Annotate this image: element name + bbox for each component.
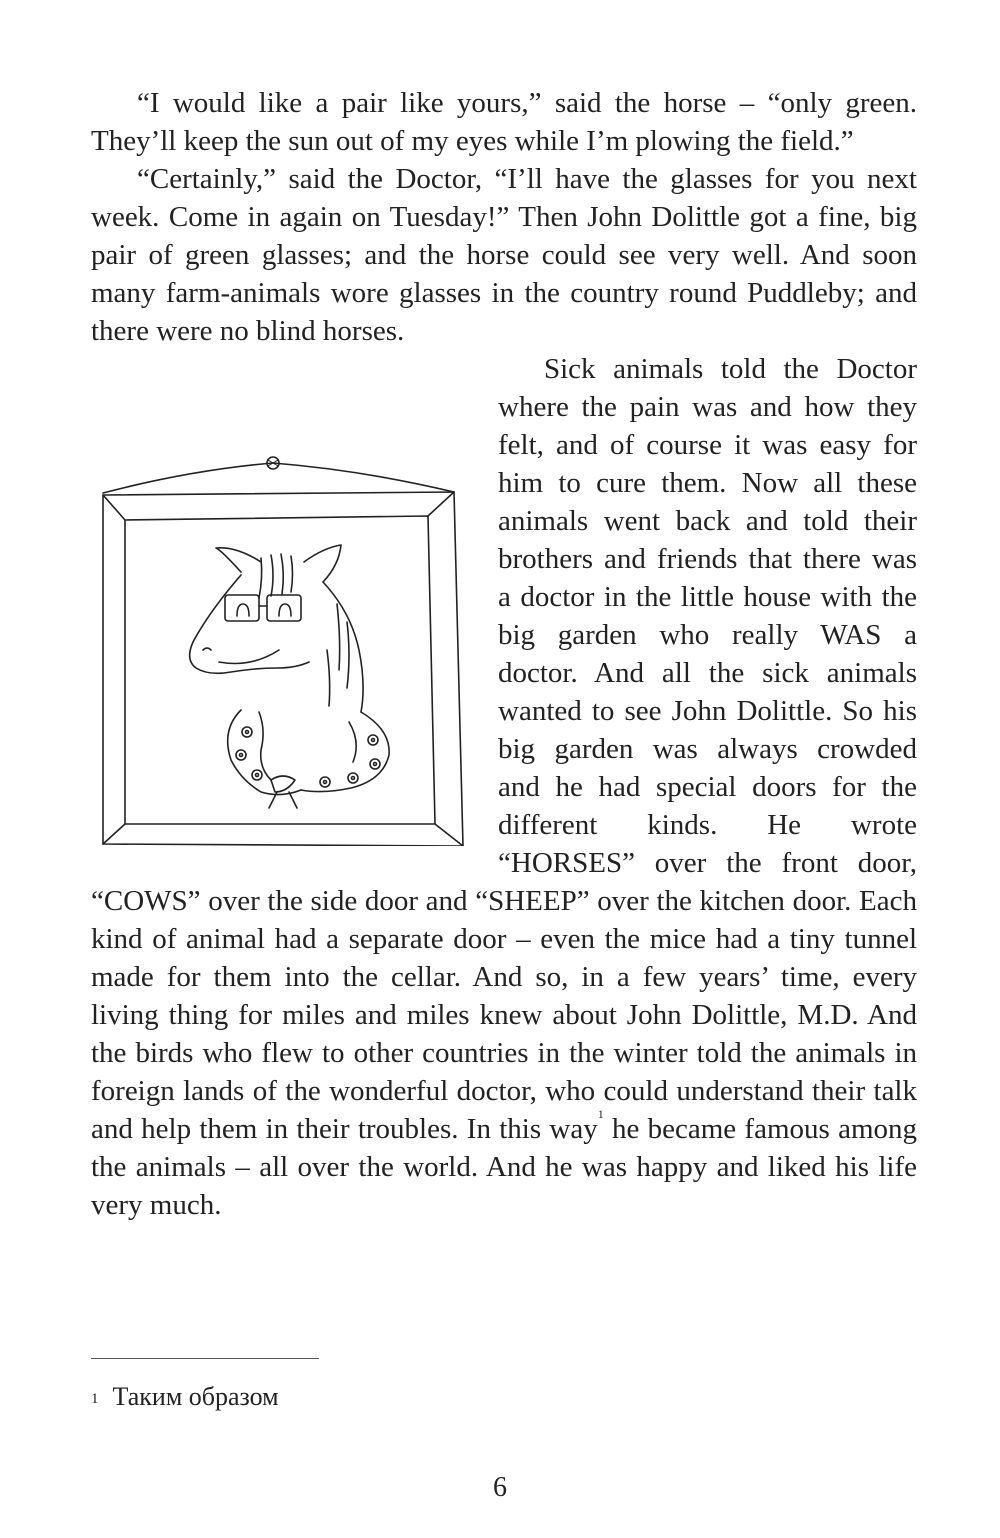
footnote — [91, 1380, 279, 1414]
picture-frame-inner — [125, 516, 435, 824]
page-body — [91, 84, 917, 1224]
scarf-flowers — [236, 727, 380, 787]
footnote-reference[interactable]: 1 — [597, 1107, 604, 1121]
picture-frame-outer — [103, 492, 463, 846]
horse-portrait-drawing — [91, 350, 486, 846]
flowered-scarf — [228, 710, 301, 795]
horse-portrait-illustration — [91, 350, 486, 846]
footnote-text: Таким образом — [112, 1382, 279, 1411]
horse-right-ear — [304, 545, 341, 582]
footnote-mark: 1 — [91, 1391, 99, 1407]
scarf-knot — [271, 776, 295, 792]
horse-left-ear — [216, 548, 261, 572]
paragraph-doctor-reply — [91, 160, 917, 350]
footnote-divider — [91, 1358, 319, 1359]
glasses-right-lens — [267, 595, 301, 621]
paragraph-doctor-reply-text: “Certainly,” said the Doctor, “I’ll have the glasses for you next week. Come in again on Tuesday!” Then John Dolittle got a fine, big pair of green glasses; and the horse could see very well. And soon many farm-animals wore glasses in the country round Puddleby; and there were no blind horses. — [91, 163, 917, 347]
hanging-cord — [103, 463, 454, 493]
paragraph-animals-fame-text: Sick animals told the Doctor where the pain was and how they felt, and of course it was easy for him to cure them. Now all these animals went back and told their brothers and friends that there was a doctor in the little house with the big garden who really WAS a doctor. And all the sick animals wanted to see John Dolittle. So his big garden was always crowded and he had special doors for the different kinds. He wrote “HORSES” over the front door, “COWS” over the side door and “SHEEP” over the kitchen door. Each kind of animal had a separate door – even the mice had a tiny tunnel made for them into the cellar. And so, in a few years’ time, every living thing for miles and miles knew about John Dolittle, M.D. And the birds who flew to other countries in the winter told the animals in foreign lands of the wonderful doctor, who could understand their talk and help them in their troubles. In this way — [91, 353, 917, 1145]
paragraph-horse-request: “I would like a pair like yours,” said the horse – “only green. They’ll keep the sun out of my eyes while I’m plowing the field.” — [91, 87, 917, 157]
glasses-left-lens — [225, 595, 259, 621]
paragraph-animals-fame-ending: he became famous among the animals – all over the world. And he was happy and liked his life very much. — [91, 1113, 917, 1221]
page-number: 6 — [493, 1472, 507, 1503]
